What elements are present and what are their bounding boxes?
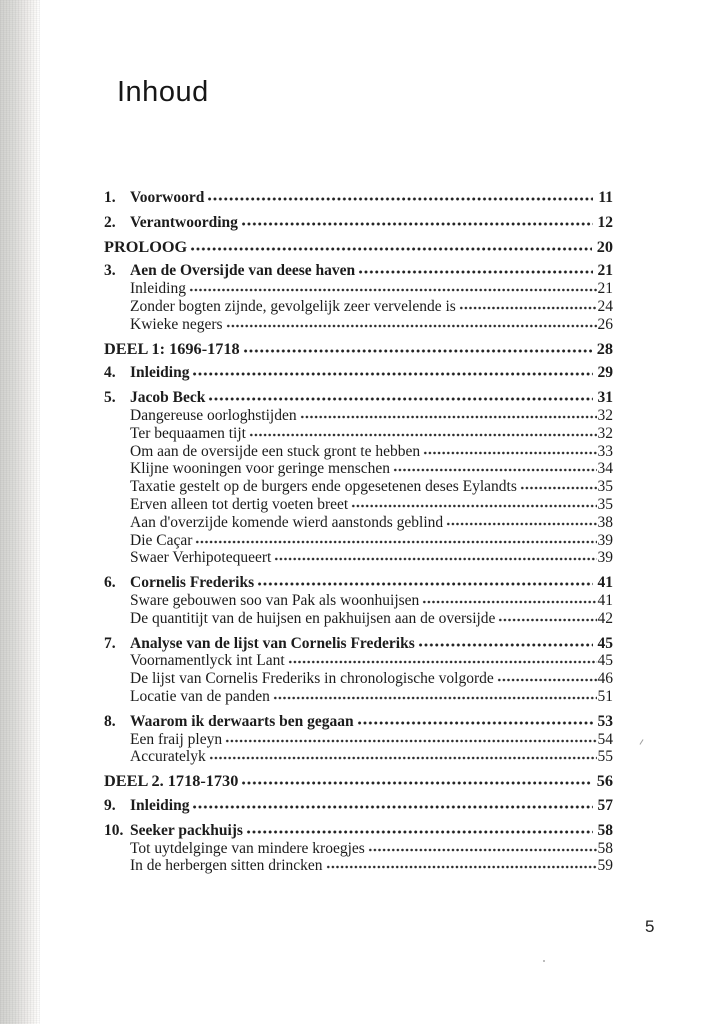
dot-leader [446,514,596,527]
footer-page-number: 5 [645,917,655,936]
dot-leader [241,214,593,227]
toc-entry-page: 28 [596,338,613,358]
toc-entry-label: Verantwoording [130,213,238,231]
toc-entry-label: De lijst van Cornelis Frederiks in chronologische volgorde [130,670,494,688]
dot-leader [241,773,591,786]
toc-entry-page: 29 [597,364,613,382]
toc-entry-label: Taxatie gestelt op de burgers ende opgesetenen deses Eylandts [130,478,517,496]
dot-leader [520,478,597,491]
toc-entry [104,514,613,532]
toc-entry-page: 46 [597,670,613,688]
dot-leader [246,822,593,835]
dot-leader [459,298,597,311]
toc-entry [104,592,613,610]
toc-entry-page: 42 [597,609,613,627]
toc-entry-number: 10. [104,821,124,839]
toc-entry-label: Aen de Oversijde van deese haven [130,262,356,280]
toc-entry-label: Dangereuse oorloghstijden [130,406,297,424]
dot-leader [288,652,597,665]
toc-entry [104,298,613,316]
toc-entry-label: Analyse van de lijst van Cornelis Frederiks [130,634,415,652]
toc-entry-page: 38 [597,513,613,531]
dot-leader [423,443,596,456]
toc-entry [104,822,613,840]
toc-entry [104,652,613,670]
toc-entry [104,549,613,567]
dot-leader [225,731,596,744]
toc-entry-page: 20 [596,236,613,256]
dot-leader [351,496,596,509]
dot-leader [273,688,597,701]
toc-entry-page: 32 [597,406,613,424]
dot-leader [249,425,597,438]
toc-entry-number: 9. [104,796,116,814]
toc-entry-label: Klijne wooningen voor geringe menschen [130,460,390,478]
toc-entry-label: In de herbergen sitten drincken [130,857,323,875]
dot-leader [418,635,593,648]
dot-leader [422,592,596,605]
dot-leader [195,532,596,545]
toc-entry-label: Waarom ik derwaarts ben gegaan [130,712,354,730]
toc-entry-page: 59 [597,857,613,875]
toc-entry-label: Aan d'overzijde komende wierd aanstonds geblind [130,513,444,531]
toc-entry [104,574,613,592]
toc-entry-page: 12 [597,213,613,231]
toc-entry-label: Kwieke negers [130,315,223,333]
dot-leader [497,670,597,683]
dot-leader [192,364,592,377]
toc-entry-page: 21 [597,280,613,298]
toc-entry-label: Tot uytdelginge van mindere kroegjes [130,839,365,857]
toc-entry [104,389,613,407]
toc-entry-page: 39 [597,549,613,567]
toc-entry-page: 21 [597,262,613,280]
dot-leader [207,189,593,202]
toc-entry [104,460,613,478]
toc-entry-page: 58 [597,839,613,857]
toc-entry [104,670,613,688]
toc-entry-page: 55 [597,748,613,766]
dot-leader [357,713,593,726]
toc-entry-page: 35 [597,495,613,513]
toc-entry-label: DEEL 1: 1696-1718 [104,338,240,358]
scan-artifact-tick [639,739,643,745]
toc-entry-label: Inleiding [130,364,190,382]
toc-entry [104,610,613,628]
toc-entry [104,443,613,461]
dot-leader [326,857,597,870]
dot-leader [192,797,592,810]
toc-entry-label: Inleiding [130,280,186,298]
toc-entry [104,857,613,875]
toc-entry-label: Een fraij pleyn [130,730,223,748]
toc-entry-label: Ter bequaamen tijt [130,424,246,442]
toc-entry [104,713,613,731]
toc-entry-label: DEEL 2. 1718-1730 [104,771,239,791]
toc-entry-label: Voorwoord [130,189,205,206]
toc-entry-page: 51 [597,687,613,705]
toc-entry-label: Swaer Verhipotequeert [130,549,272,567]
dot-leader [243,341,592,354]
toc-entry [104,840,613,858]
toc-entry-label: PROLOOG [104,236,188,256]
toc-entry-page: 34 [597,460,613,478]
toc-entry-page: 56 [596,771,613,791]
dot-leader [208,389,592,402]
toc-entry [104,635,613,653]
toc-entry [104,688,613,706]
toc-entry [104,407,613,425]
toc-entry-label: De quantitijt van de huijsen en pakhuijsen aan de oversijde [130,609,496,627]
dot-leader [257,574,592,587]
toc-entry [104,797,613,815]
dot-leader [226,316,597,329]
toc-entry [104,731,613,749]
toc-entry-label: Erven alleen tot dertig voeten breet [130,495,349,513]
toc-entry-page: 39 [597,531,613,549]
toc-entry-label: Cornelis Frederiks [130,574,255,592]
toc-entry-number: 5. [104,389,116,407]
toc-entry-page: 24 [597,297,613,315]
toc-entry-number: 8. [104,712,116,730]
toc-entry-page: 58 [597,821,613,839]
dot-leader [393,460,597,473]
toc-entry [104,496,613,514]
dot-leader [189,280,597,293]
toc-entry-label: Seeker packhuijs [130,821,243,839]
toc-entry [104,280,613,298]
toc-entry-number: 7. [104,634,116,652]
toc-entry [104,478,613,496]
toc-entry-page: 45 [597,634,613,652]
toc-entry-number: 1. [104,189,116,206]
dot-leader [209,748,597,761]
page-title: Inhoud [117,76,209,108]
toc-entry-number: 3. [104,262,116,280]
toc-entry-label: Jacob Beck [130,389,206,407]
toc-entry-number: 2. [104,213,116,231]
toc-entry [104,425,613,443]
toc-entry [104,262,613,280]
toc-entry [104,316,613,334]
toc-list [104,182,613,875]
dot-leader [358,262,592,275]
toc-entry-label: Sware gebouwen soo van Pak als woonhuijsen [130,591,420,609]
toc-entry-page: 54 [597,730,613,748]
toc-entry-page: 53 [597,712,613,730]
toc-entry-page: 41 [597,574,613,592]
toc-entry-label: Inleiding [130,796,190,814]
toc-entry [104,773,613,790]
toc-entry-label: Die Caçar [130,531,193,549]
toc-entry-page: 31 [597,389,613,407]
dot-leader [190,239,591,252]
toc-entry-label: Voornamentlyck int Lant [130,652,285,670]
dot-leader [368,840,597,853]
toc-entry-page: 45 [597,652,613,670]
toc-entry-page: 41 [597,591,613,609]
toc-entry [104,532,613,550]
scan-artifact-dot [543,960,545,962]
toc-entry [104,236,613,256]
toc-entry [104,214,613,232]
dot-leader [300,407,597,420]
toc-entry-page: 57 [597,796,613,814]
toc-entry-number: 4. [104,364,116,382]
toc-entry-label: Om aan de oversijde een stuck gront te hebben [130,442,421,460]
toc-entry [104,748,613,766]
toc-entry-page: 32 [597,424,613,442]
toc-entry [104,364,613,382]
toc-entry [104,338,613,358]
scan-edge-texture [0,0,40,1024]
toc-entry-label: Accuratelyk [130,748,206,766]
toc-entry-page: 35 [597,478,613,496]
toc-entry-page: 33 [597,442,613,460]
toc-entry-label: Locatie van de panden [130,687,270,705]
dot-leader [274,549,596,562]
toc-entry-page: 26 [597,315,613,333]
toc-entry-label: Zonder bogten zijnde, gevolgelijk zeer vervelende is [130,297,456,315]
toc-entry-page: 11 [598,189,613,206]
toc-entry [104,189,613,207]
dot-leader [498,610,596,623]
toc-entry-number: 6. [104,574,116,592]
